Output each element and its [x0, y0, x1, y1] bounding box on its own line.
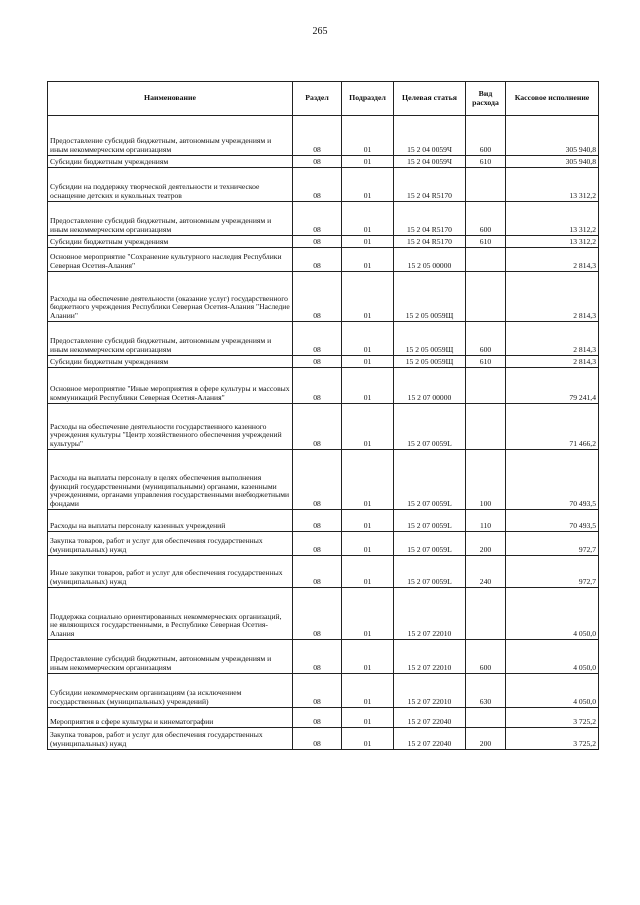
cell-target-article: 15 2 07 22010 [394, 588, 466, 640]
cell-name: Предоставление субсидий бюджетным, автономным учреждениям и иным некоммерческим организациям [48, 322, 293, 356]
cell-subsection: 01 [342, 368, 394, 404]
cell-section: 08 [293, 248, 342, 272]
cell-name: Субсидии некоммерческим организациям (за исключением государственных (муниципальных) учреждений) [48, 674, 293, 708]
cell-name: Расходы на выплаты персоналу казенных учреждений [48, 510, 293, 532]
cell-subsection: 01 [342, 556, 394, 588]
cell-cash-execution: 972,7 [506, 532, 599, 556]
table-row [48, 450, 599, 510]
cell-subsection: 01 [342, 272, 394, 322]
cell-expense-type: 200 [466, 728, 506, 750]
table-row [48, 168, 599, 202]
cell-target-article: 15 2 07 22040 [394, 728, 466, 750]
cell-expense-type: 100 [466, 450, 506, 510]
cell-subsection: 01 [342, 356, 394, 368]
cell-section: 08 [293, 236, 342, 248]
cell-section: 08 [293, 202, 342, 236]
cell-subsection: 01 [342, 156, 394, 168]
cell-section: 08 [293, 640, 342, 674]
cell-subsection: 01 [342, 674, 394, 708]
cell-target-article: 15 2 04 R5170 [394, 236, 466, 248]
cell-section: 08 [293, 356, 342, 368]
cell-expense-type [466, 168, 506, 202]
header-expense-type: Вид расхода [466, 82, 506, 116]
cell-expense-type [466, 368, 506, 404]
cell-cash-execution: 2 814,3 [506, 272, 599, 322]
table-row [48, 322, 599, 356]
cell-cash-execution: 71 466,2 [506, 404, 599, 450]
cell-section: 08 [293, 368, 342, 404]
cell-name: Субсидии бюджетным учреждениям [48, 356, 293, 368]
table-header-row [48, 82, 599, 116]
cell-section: 08 [293, 404, 342, 450]
cell-target-article: 15 2 04 0059Ч [394, 156, 466, 168]
table-row [48, 116, 599, 156]
table-body [48, 116, 599, 750]
cell-cash-execution: 79 241,4 [506, 368, 599, 404]
table-row [48, 356, 599, 368]
cell-section: 08 [293, 322, 342, 356]
cell-expense-type [466, 272, 506, 322]
cell-subsection: 01 [342, 588, 394, 640]
table-row [48, 728, 599, 750]
cell-expense-type [466, 708, 506, 728]
cell-cash-execution: 2 814,3 [506, 248, 599, 272]
cell-section: 08 [293, 556, 342, 588]
cell-subsection: 01 [342, 236, 394, 248]
header-target-article: Целевая статья [394, 82, 466, 116]
cell-target-article: 15 2 04 0059Ч [394, 116, 466, 156]
cell-expense-type: 600 [466, 116, 506, 156]
cell-cash-execution: 13 312,2 [506, 202, 599, 236]
table-row [48, 156, 599, 168]
cell-cash-execution: 3 725,2 [506, 708, 599, 728]
cell-subsection: 01 [342, 322, 394, 356]
cell-target-article: 15 2 07 0059L [394, 510, 466, 532]
cell-name: Основное мероприятие "Иные мероприятия в сфере культуры и массовых коммуникаций Республики Северная Осетия-Алания" [48, 368, 293, 404]
cell-target-article: 15 2 07 22010 [394, 674, 466, 708]
cell-cash-execution: 2 814,3 [506, 356, 599, 368]
cell-expense-type: 630 [466, 674, 506, 708]
cell-cash-execution: 305 940,8 [506, 156, 599, 168]
table-row [48, 532, 599, 556]
table-row [48, 368, 599, 404]
cell-name: Расходы на обеспечение деятельности государственного казенного учреждения культуры "Центр хозяйственного обеспечения учреждений культуры" [48, 404, 293, 450]
cell-subsection: 01 [342, 202, 394, 236]
cell-cash-execution: 13 312,2 [506, 168, 599, 202]
cell-section: 08 [293, 116, 342, 156]
cell-target-article: 15 2 05 00000 [394, 248, 466, 272]
budget-table [47, 81, 599, 750]
cell-section: 08 [293, 532, 342, 556]
page-number: 265 [312, 26, 328, 37]
cell-target-article: 15 2 04 R5170 [394, 202, 466, 236]
cell-subsection: 01 [342, 532, 394, 556]
cell-expense-type: 600 [466, 202, 506, 236]
cell-cash-execution: 70 493,5 [506, 510, 599, 532]
table-row [48, 588, 599, 640]
cell-subsection: 01 [342, 640, 394, 674]
cell-name: Субсидии на поддержку творческой деятельности и техническое оснащение детских и кукольных театров [48, 168, 293, 202]
cell-expense-type: 610 [466, 236, 506, 248]
cell-expense-type: 610 [466, 156, 506, 168]
cell-expense-type [466, 248, 506, 272]
table-row [48, 272, 599, 322]
cell-subsection: 01 [342, 450, 394, 510]
cell-target-article: 15 2 05 0059Щ [394, 272, 466, 322]
table-row [48, 640, 599, 674]
cell-name: Предоставление субсидий бюджетным, автономным учреждениям и иным некоммерческим организациям [48, 116, 293, 156]
cell-section: 08 [293, 728, 342, 750]
cell-name: Закупка товаров, работ и услуг для обеспечения государственных (муниципальных) нужд [48, 532, 293, 556]
cell-target-article: 15 2 07 0059L [394, 404, 466, 450]
cell-cash-execution: 13 312,2 [506, 236, 599, 248]
cell-name: Поддержка социально ориентированных некоммерческих организаций, не являющихся государственными, в Республике Северная Осетия-Алания [48, 588, 293, 640]
cell-section: 08 [293, 156, 342, 168]
table-row [48, 202, 599, 236]
header-section: Раздел [293, 82, 342, 116]
cell-section: 08 [293, 450, 342, 510]
cell-subsection: 01 [342, 728, 394, 750]
cell-expense-type: 240 [466, 556, 506, 588]
cell-expense-type: 110 [466, 510, 506, 532]
table-row [48, 708, 599, 728]
cell-name: Закупка товаров, работ и услуг для обеспечения государственных (муниципальных) нужд [48, 728, 293, 750]
cell-target-article: 15 2 07 00000 [394, 368, 466, 404]
cell-expense-type [466, 588, 506, 640]
cell-section: 08 [293, 272, 342, 322]
cell-target-article: 15 2 05 0059Щ [394, 356, 466, 368]
header-subsection: Подраздел [342, 82, 394, 116]
cell-expense-type: 600 [466, 640, 506, 674]
cell-subsection: 01 [342, 510, 394, 532]
cell-cash-execution: 972,7 [506, 556, 599, 588]
cell-target-article: 15 2 07 0059L [394, 532, 466, 556]
cell-target-article: 15 2 07 0059L [394, 556, 466, 588]
cell-cash-execution: 4 050,0 [506, 674, 599, 708]
cell-section: 08 [293, 708, 342, 728]
header-cash-execution: Кассовое исполнение [506, 82, 599, 116]
cell-name: Субсидии бюджетным учреждениям [48, 236, 293, 248]
cell-expense-type: 610 [466, 356, 506, 368]
table-row [48, 404, 599, 450]
cell-cash-execution: 4 050,0 [506, 588, 599, 640]
table-row [48, 248, 599, 272]
cell-target-article: 15 2 04 R5170 [394, 168, 466, 202]
cell-expense-type [466, 404, 506, 450]
table-row [48, 674, 599, 708]
table-row [48, 556, 599, 588]
cell-target-article: 15 2 07 22010 [394, 640, 466, 674]
cell-subsection: 01 [342, 168, 394, 202]
cell-section: 08 [293, 510, 342, 532]
cell-subsection: 01 [342, 708, 394, 728]
cell-name: Субсидии бюджетным учреждениям [48, 156, 293, 168]
cell-cash-execution: 3 725,2 [506, 728, 599, 750]
cell-cash-execution: 2 814,3 [506, 322, 599, 356]
cell-section: 08 [293, 168, 342, 202]
cell-subsection: 01 [342, 116, 394, 156]
table-row [48, 236, 599, 248]
cell-cash-execution: 70 493,5 [506, 450, 599, 510]
header-name: Наименование [48, 82, 293, 116]
cell-target-article: 15 2 05 0059Щ [394, 322, 466, 356]
cell-expense-type: 600 [466, 322, 506, 356]
cell-target-article: 15 2 07 22040 [394, 708, 466, 728]
cell-expense-type: 200 [466, 532, 506, 556]
cell-target-article: 15 2 07 0059L [394, 450, 466, 510]
cell-cash-execution: 305 940,8 [506, 116, 599, 156]
cell-subsection: 01 [342, 404, 394, 450]
cell-section: 08 [293, 674, 342, 708]
table-row [48, 510, 599, 532]
cell-name: Расходы на выплаты персоналу в целях обеспечения выполнения функций государственными (муниципальными) органами, казенными учреждениями, органами управления государственными внебюджетными фондами [48, 450, 293, 510]
cell-name: Иные закупки товаров, работ и услуг для обеспечения государственных (муниципальных) нужд [48, 556, 293, 588]
cell-name: Мероприятия в сфере культуры и кинематографии [48, 708, 293, 728]
cell-name: Основное мероприятие "Сохранение культурного наследия Республики Северная Осетия-Алания" [48, 248, 293, 272]
cell-section: 08 [293, 588, 342, 640]
cell-name: Предоставление субсидий бюджетным, автономным учреждениям и иным некоммерческим организациям [48, 640, 293, 674]
cell-subsection: 01 [342, 248, 394, 272]
cell-name: Предоставление субсидий бюджетным, автономным учреждениям и иным некоммерческим организациям [48, 202, 293, 236]
cell-name: Расходы на обеспечение деятельности (оказание услуг) государственного бюджетного учреждения Республики Северная Осетия-Алания "Наследие Алании" [48, 272, 293, 322]
cell-cash-execution: 4 050,0 [506, 640, 599, 674]
